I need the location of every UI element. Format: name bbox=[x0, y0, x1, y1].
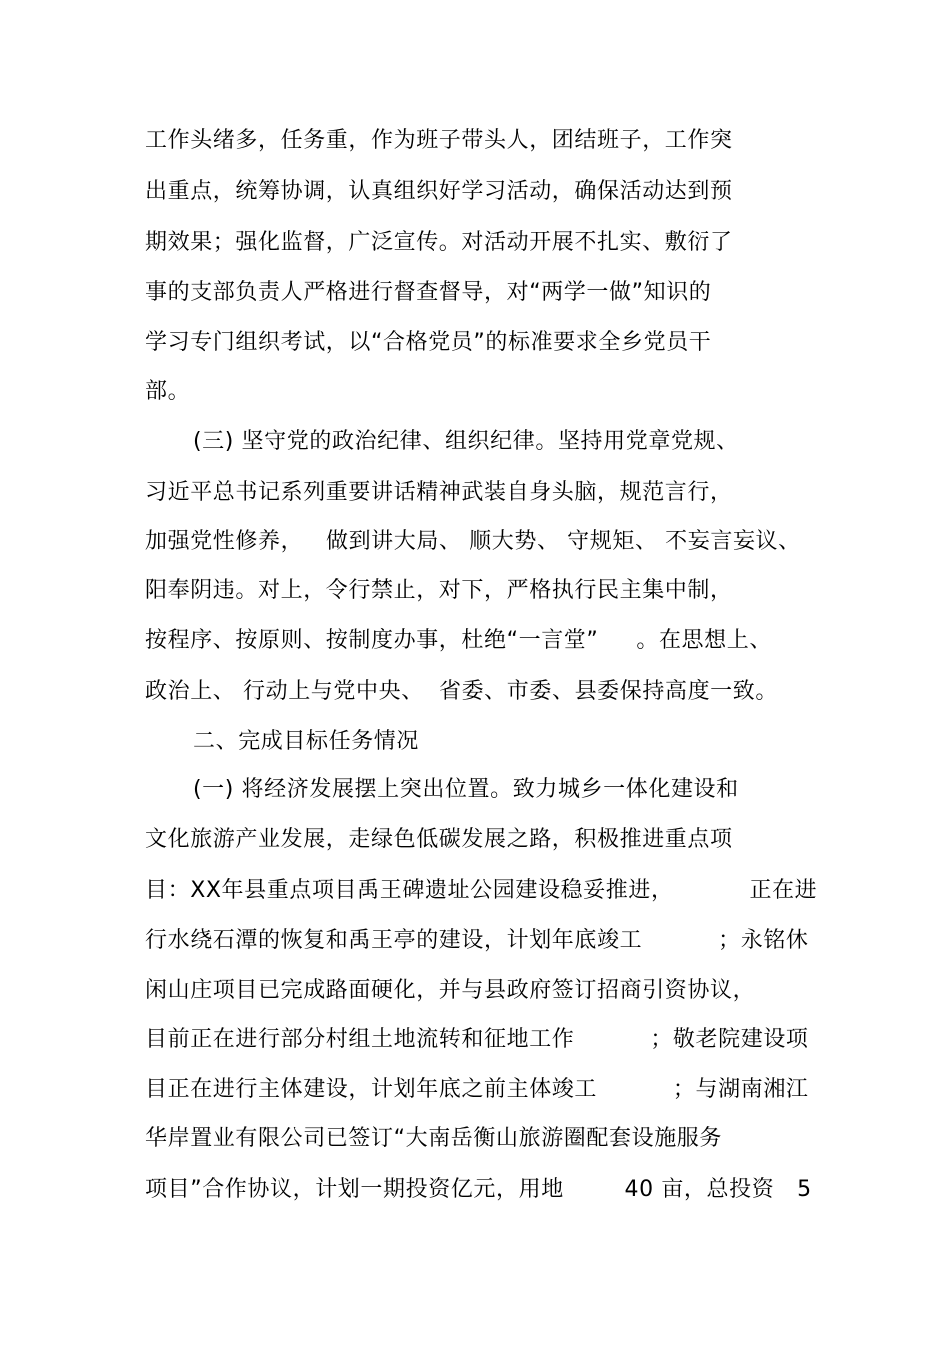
text-line: 项目”合作协议，计划一期投资亿元，用地 40 亩，总投资 5 bbox=[145, 1177, 812, 1202]
section-heading: 二、完成目标任务情况 bbox=[193, 729, 420, 754]
text-line: 目正在进行主体建设，计划年底之前主体竣工 ；与湖南湘江 bbox=[145, 1077, 809, 1102]
text-line: 部。 bbox=[145, 379, 191, 404]
text-line: 加强党性修养， 做到讲大局、 顺大势、 守规矩、 不妄言妄议、 bbox=[145, 529, 801, 554]
text-line: 华岸置业有限公司已签订“大南岳衡山旅游圈配套设施服务 bbox=[145, 1126, 722, 1151]
text-line: 文化旅游产业发展，走绿色低碳发展之路，积极推进重点项 bbox=[145, 827, 733, 852]
text-line: 出重点，统筹协调，认真组织好学习活动，确保活动达到预 bbox=[145, 179, 733, 204]
paragraph-start-line: (三) 坚守党的政治纪律、组织纪律。坚持用党章党规、 bbox=[193, 429, 739, 454]
text-line: 阳奉阴违。对上，令行禁止，对下，严格执行民主集中制， bbox=[145, 578, 733, 603]
text-line: 政治上、 行动上与党中央、 省委、市委、县委保持高度一致。 bbox=[145, 679, 778, 704]
text-line: 工作头绪多，任务重，作为班子带头人，团结班子，工作突 bbox=[145, 128, 733, 153]
text-line: 习近平总书记系列重要讲话精神武装自身头脑，规范言行， bbox=[145, 480, 733, 505]
text-line: 行水绕石潭的恢复和禹王亭的建设，计划年底竣工 ；永铭休 bbox=[145, 928, 809, 953]
text-line: 目前正在进行部分村组土地流转和征地工作 ；敬老院建设项 bbox=[145, 1027, 809, 1052]
text-line: 闲山庄项目已完成路面硬化，并与县政府签订招商引资协议， bbox=[145, 978, 756, 1003]
paragraph-start-line: (一) 将经济发展摆上突出位置。致力城乡一体化建设和 bbox=[193, 777, 739, 802]
text-line: 目：XX年县重点项目禹王碑遗址公园建设稳妥推进， 正在进 bbox=[145, 878, 818, 903]
text-line: 按程序、按原则、按制度办事，杜绝“一言堂” 。在思想上、 bbox=[145, 628, 772, 653]
text-line: 学习专门组织考试，以“合格党员”的标准要求全乡党员干 bbox=[145, 330, 712, 355]
text-line: 期效果；强化监督，广泛宣传。对活动开展不扎实、敷衍了 bbox=[145, 230, 733, 255]
text-line: 事的支部负责人严格进行督查督导，对“两学一做”知识的 bbox=[145, 280, 712, 305]
